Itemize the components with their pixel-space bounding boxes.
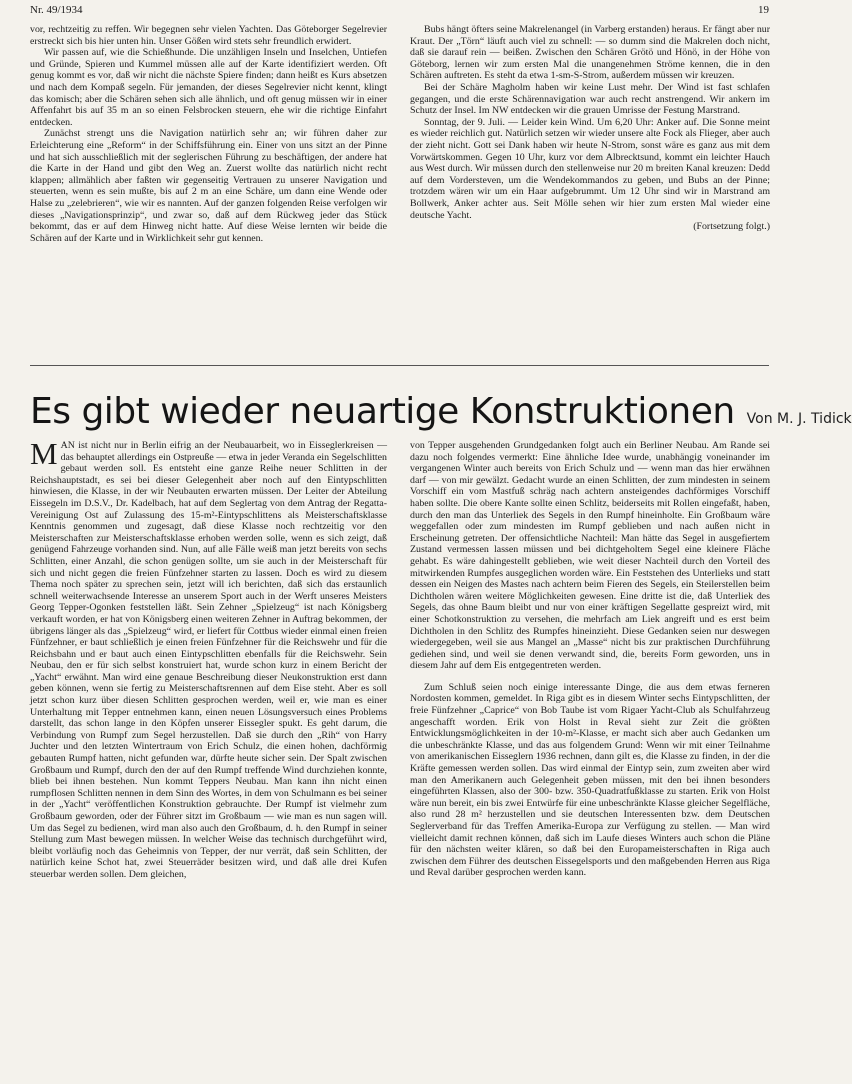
previous-article-right-column	[410, 24, 770, 359]
article-title: Es gibt wieder neuartige Konstruktionen	[30, 391, 735, 432]
page-header	[30, 4, 769, 20]
section-divider	[30, 365, 769, 366]
paragraph: Wir passen auf, wie die Schießhunde. Die unzähligen Inseln und Inselchen, Untiefen und Gründe, Spieren und Kummel müssen alle auf der Karte identifiziert werden. Oft genug kommt es vor, daß wir nicht die nächste Spiere finden; dann heißt es Kurs absetzen und nach dem Kompaß segeln. Für jemanden, der dieses Segelrevier nicht kennt, klingt das komisch; aber die Schären sehen sich alle ähnlich, und oft genug müssen wir in einer Affenfahrt bis auf 35 m an so einen Felsbrocken steuern, ehe wir die richtige Einfahrt entdecken.	[30, 47, 387, 128]
article-left-column	[30, 436, 387, 1072]
paragraph-text: AN ist nicht nur in Berlin eifrig an der Neubauarbeit, wo in Eisseglerkreisen — das behauptet allerdings ein Ostpreuße — etwa in jeder Veranda ein Segelschlitten gebaut werden soll. Es entsteht eine ganze Reihe neuer Schlitten in der Reichshauptstadt, es sei bei dieser Gelegenheit aber noch auf den Eintypschlitten hinwiesen, die Klasse, in der wir Neubauten erwarten müssen. Der Leiter der Abteilung Eissegeln im D.S.V., Dr. Kadelbach, hat auf dem Seglertag von dem Antrag der Regatta-Vereinigung Ost auf Zulassung des 15-m²-Eintypschlittens als Meisterschaftsklasse Kenntnis genommen und zugesagt, daß diese Klasse noch rechtzeitig vor den Meisterschaften zur Meisterschaftsklasse erhoben werden solle, wenn es sich zeigt, daß genügend Fahrzeuge vorhanden sind. Nun, auf alle Fälle weiß man jetzt bereits von sechs Schlitten, einer Anzahl, die schon genügen sollte, um sie auch in der Meisterschaft für sich und nicht gegen die freien Fünfzehner starten zu lassen. Doch es wird zu diesem Thema noch später zu sprechen sein, jetzt will ich berichten, daß sich das erstaunlich schnell weiterwachsende Interesse an unserem Sport auch in der Werft unseres Meisters Georg Tepper-Ogonken feststellen läßt. Sein Zehner „Spielzeug“ ist nach Königsberg verkauft worden, er hat von Königsberg einen weiteren Zehner in Auftrag bekommen, der übrigens länger als das „Spielzeug“ wird, er liefert für Cottbus wieder einmal einen freien Fünfzehner, er baut schließlich je einen freien Fünfzehner für die Reichswehr und für die Reichsbahn und er baut auch einen Eintypschlitten ebenfalls für die Reichswehr. Sein Neubau, den er für sich selbst konstruiert hat, wurde schon kurz in einem Bericht der „Yacht“ erwähnt. Man wird eine genaue Beschreibung dieser Neukonstruktion erst dann geben können, wenn sie fertig zu Meisterschaftsrennen auf dem Eise steht. Aber es soll jetzt schon kurz über diesen Schlitten gesprochen werden, weil er, wie man es einer Unterhaltung mit Tepper entnehmen kann, einen neuen Lösungsversuch eines Problems darstellt, das schon lange in den Köpfen unserer Eissegler spukt. Es geht darum, die Verbindung von Rumpf zum Segel herzustellen. Daß sie durch den „Rih“ von Harry Juchter und den letzten Wintertraum von Erich Schulz, die einen hohen, dachförmig gebauten Rumpf hatten, nicht gefunden war, dürfte heute sicher sein. Der Spalt zwischen Großbaum und Rumpf, durch den der auf den Rumpf treffende Wind durchziehen konnte, blieb bei ihnen bestehen. Nun kommt Teppers Neubau. Man kann ihn nicht einen rumpflosen Schlitten nennen in dem Sinn des Wortes, in dem von Schulmann es bei seiner in der „Yacht“ veröffentlichen Konstruktion gebrauchte. Der Rumpf ist vielmehr zum Großbaum geworden, oder der Führer sitzt im Großbaum — wie man es nun sagen will. Um das Segel zu bedienen, wird man also auch den Großbaum, d. h. den Rumpf in seiner Stellung zum Mast bewegen müssen. In welcher Weise das technisch durchgeführt wird, bleibt vorläufig noch das Geheimnis von Tepper, der nur verrät, daß sein Schlitten, der natürlich keine Schot hat, zwei Steuerräder besitzen wird, und daß alle drei Kufen steuerbar werden sollen. Dem gleichen,	[30, 440, 387, 880]
article-right-column	[410, 440, 770, 1072]
continued-note: (Fortsetzung folgt.)	[693, 221, 770, 233]
article-byline: Von M. J. Tidick	[746, 411, 852, 427]
paragraph: von Tepper ausgehenden Grundgedanken folgt auch ein Berliner Neubau. Am Rande sei dazu noch folgendes vermerkt: Eine ähnliche Idee wurde, unabhängig voneinander im vergangenen Winter auch bereits von Erich Schulz und — wenn man das hier erwähnen darf — von mir gewälzt. Gedacht wurde an einen Schlitten, der zum mindesten in seinem Vorschiff ein vom Mastfuß schräg nach achtern ansteigendes dachförmiges Vorschiff haben sollte. Die obere Kante sollte einen Schlitz, beiderseits mit Rollen eingefaßt, haben, durch den man das Unterliek des Segels in den Rumpf hineinholte. Ein Großbaum wäre weggefallen oder zum mindesten im Rumpf geblieben und nach außen nicht in Erscheinung getreten. Der offensichtliche Nachteil: Man hätte das Segel in ausgefiertem Zustand vermessen lassen müssen und bei dichtgeholtem Segel eine kleinere Fläche gehabt. Es wäre dahingestellt geblieben, wie weit dieser Nachteil durch den Vorteil des mitwirkenden Rumpfes ausgeglichen worden wäre. Ein Feststehen des Unterlieks und statt dessen ein Neigen des Mastes nach achtern beim Fieren des Segels, ein Steilerstellen beim Dichtholen wären weitere Möglichkeiten gewesen. Eine dritte ist die, daß Unterliek des Segels, das ohne Baum bleibt und nur von einer kräftigen Segellatte gespreizt wird, mit einer Schotkonstruktion zu versehen, die mehrfach am Liek angreift und es erst beim Dichtholen in den Schlitz des Rumpfes hineinzieht. Diese Gedanken seien nur deswegen wiedergegeben, weil sie aus Mangel an „Masse“ nicht bis zur praktischen Durchführung gediehen sind, und weil sie denen verwandt sind, die, bereits Form geworden, uns in diesem Jahr auf dem Eis entgegentreten werden.	[410, 440, 770, 672]
paragraph: Zum Schluß seien noch einige interessante Dinge, die aus dem etwas ferneren Nordosten kommen, gemeldet. In Riga gibt es in diesem Winter sechs Eintypschlitten, der freie Fünfzehner „Caprice“ von Bob Taube ist vom Rigaer Yacht-Club als Schulfahrzeug angeschafft worden. Erik von Holst in Reval sieht zur Zeit die größten Entwicklungsmöglichkeiten in der 10-m²-Klasse, er macht sich aber auch Gedanken um die unbeschränkte Klasse, und das aus folgendem Grund: Wenn wir mit einer Teilnahme von amerikanischen Eisseglern 1936 rechnen, dann gilt es, die Klasse zu finden, in der die Kräfte gemessen werden sollen. Das wird einmal der Eintyp sein, zum zweiten aber wird man den Amerikanern auch Gelegenheit geben müssen, mit den bei ihnen besonders eingeführten Klassen, also der 300- bzw. 350-Quadratfußklasse zu starten. Erik von Holst wäre nun bereit, ein bis zwei Entwürfe für eine unbeschränkte Klasse gleicher Segelfläche, also rund 28 m² herzustellen und sie deutschen Interessenten bzw. dem Deutschen Seglerverband für das Treffen Amerika-Europa zur Verfügung zu stellen. — Man wird vielleicht damit rechnen können, daß sich im Laufe dieses Winters auch schon die Pläne für den nächsten weiter klären, so daß bei den Europameisterschaften in Riga auch zwischen dem Führer des deutschen Eissegelsports und den maßgebenden Herren aus Riga und Reval darüber gesprochen werden kann.	[410, 681, 770, 879]
page-number: 19	[758, 4, 769, 16]
paragraph: Bei der Schäre Magholm haben wir keine Lust mehr. Der Wind ist fast schlafen gegangen, und die erste Schärennavigation war auch recht anstrengend. Wir ankern im Schutz der Insel. Im NW entdecken wir die grauen Umrisse der Festung Marstrand.	[410, 81, 770, 117]
issue-number: Nr. 49/1934	[30, 4, 83, 16]
article-headline	[30, 391, 852, 437]
paragraph	[30, 436, 387, 881]
previous-article-left-column	[30, 24, 387, 359]
paragraph: Bubs hängt öfters seine Makrelenangel (in Varberg erstanden) heraus. Er fängt aber nur Kraut. Der „Törn“ läuft auch viel zu schnell: — so dumm sind die Makrelen doch nicht, daß sie darauf rein — beißen. Zwischen den Schären Grötö und Hönö, in der Höhe von Göteborg, lernen wir zum ersten Mal die unangenehmen Ströme kennen, die in den Schären auftreten. Es steht da etwa 1-sm-S-Strom, außerdem müssen wir kreuzen.	[410, 24, 770, 82]
paragraph: vor, rechtzeitig zu reffen. Wir begegnen sehr vielen Yachten. Das Göteborger Segelrevier erstreckt sich bis hier unten hin. Unser Gößen wird stets sehr freundlich erwidert.	[30, 24, 387, 47]
drop-cap: M	[30, 436, 58, 471]
paragraph: Sonntag, der 9. Juli. — Leider kein Wind. Um 6,20 Uhr: Anker auf. Die Sonne meint es wieder reichlich gut. Natürlich setzen wir wieder unsere alte Fock als Flieger, aber auch der zieht nicht. Gott sei Dank haben wir heute N-Strom, sonst wäre es ganz aus mit dem Vorwärtskommen. Gegen 10 Uhr, kurz vor dem Albrecktsund, kommt ein leichter Hauch aus West durch. Wir müssen durch den stellenweise nur 20 m breiten Kanal kreuzen: Dedd auf dem Vordersteven, um die Wendekommandos zu geben, und Bubs an der Pinne; trotzdem wären wir um ein Haar aufgebrummt. Um 12 Uhr sind wir in Marstrand am Bollwerk, Anker achter aus. Seit Mölle sehen wir hier zum ersten Mal wieder eine deutsche Yacht.	[410, 116, 770, 221]
paragraph: Zunächst strengt uns die Navigation natürlich sehr an; wir führen daher zur Erleichterung eine „Reform“ in der Schiffsführung ein. Einer von uns sitzt an der Pinne und hat sich ausschließlich mit der seglerischen Führung zu beschäftigen, der andere hat die Karte in der Hand und gibt den Weg an. Zuerst wollte das natürlich nicht recht klappen; allmählich aber faßten wir gegenseitig Vertrauen zu unserer Navigation und steuerten, wenn es sein mußte, bis auf 2 m an eine Schäre, um dann eine Wende oder Halse zu „zelebrieren“, wie wir es nannten. Auf der ganzen folgenden Reise verfolgen wir dieses „Navigationsprinzip“, und zwar so, daß auf dem Rückweg jeder das Stück bekommt, das er auf dem Hinweg nicht hatte. Auf diese Weise lernten wir beide die Schären auf der Karte und in Wirklichkeit sehr gut kennen.	[30, 128, 387, 244]
